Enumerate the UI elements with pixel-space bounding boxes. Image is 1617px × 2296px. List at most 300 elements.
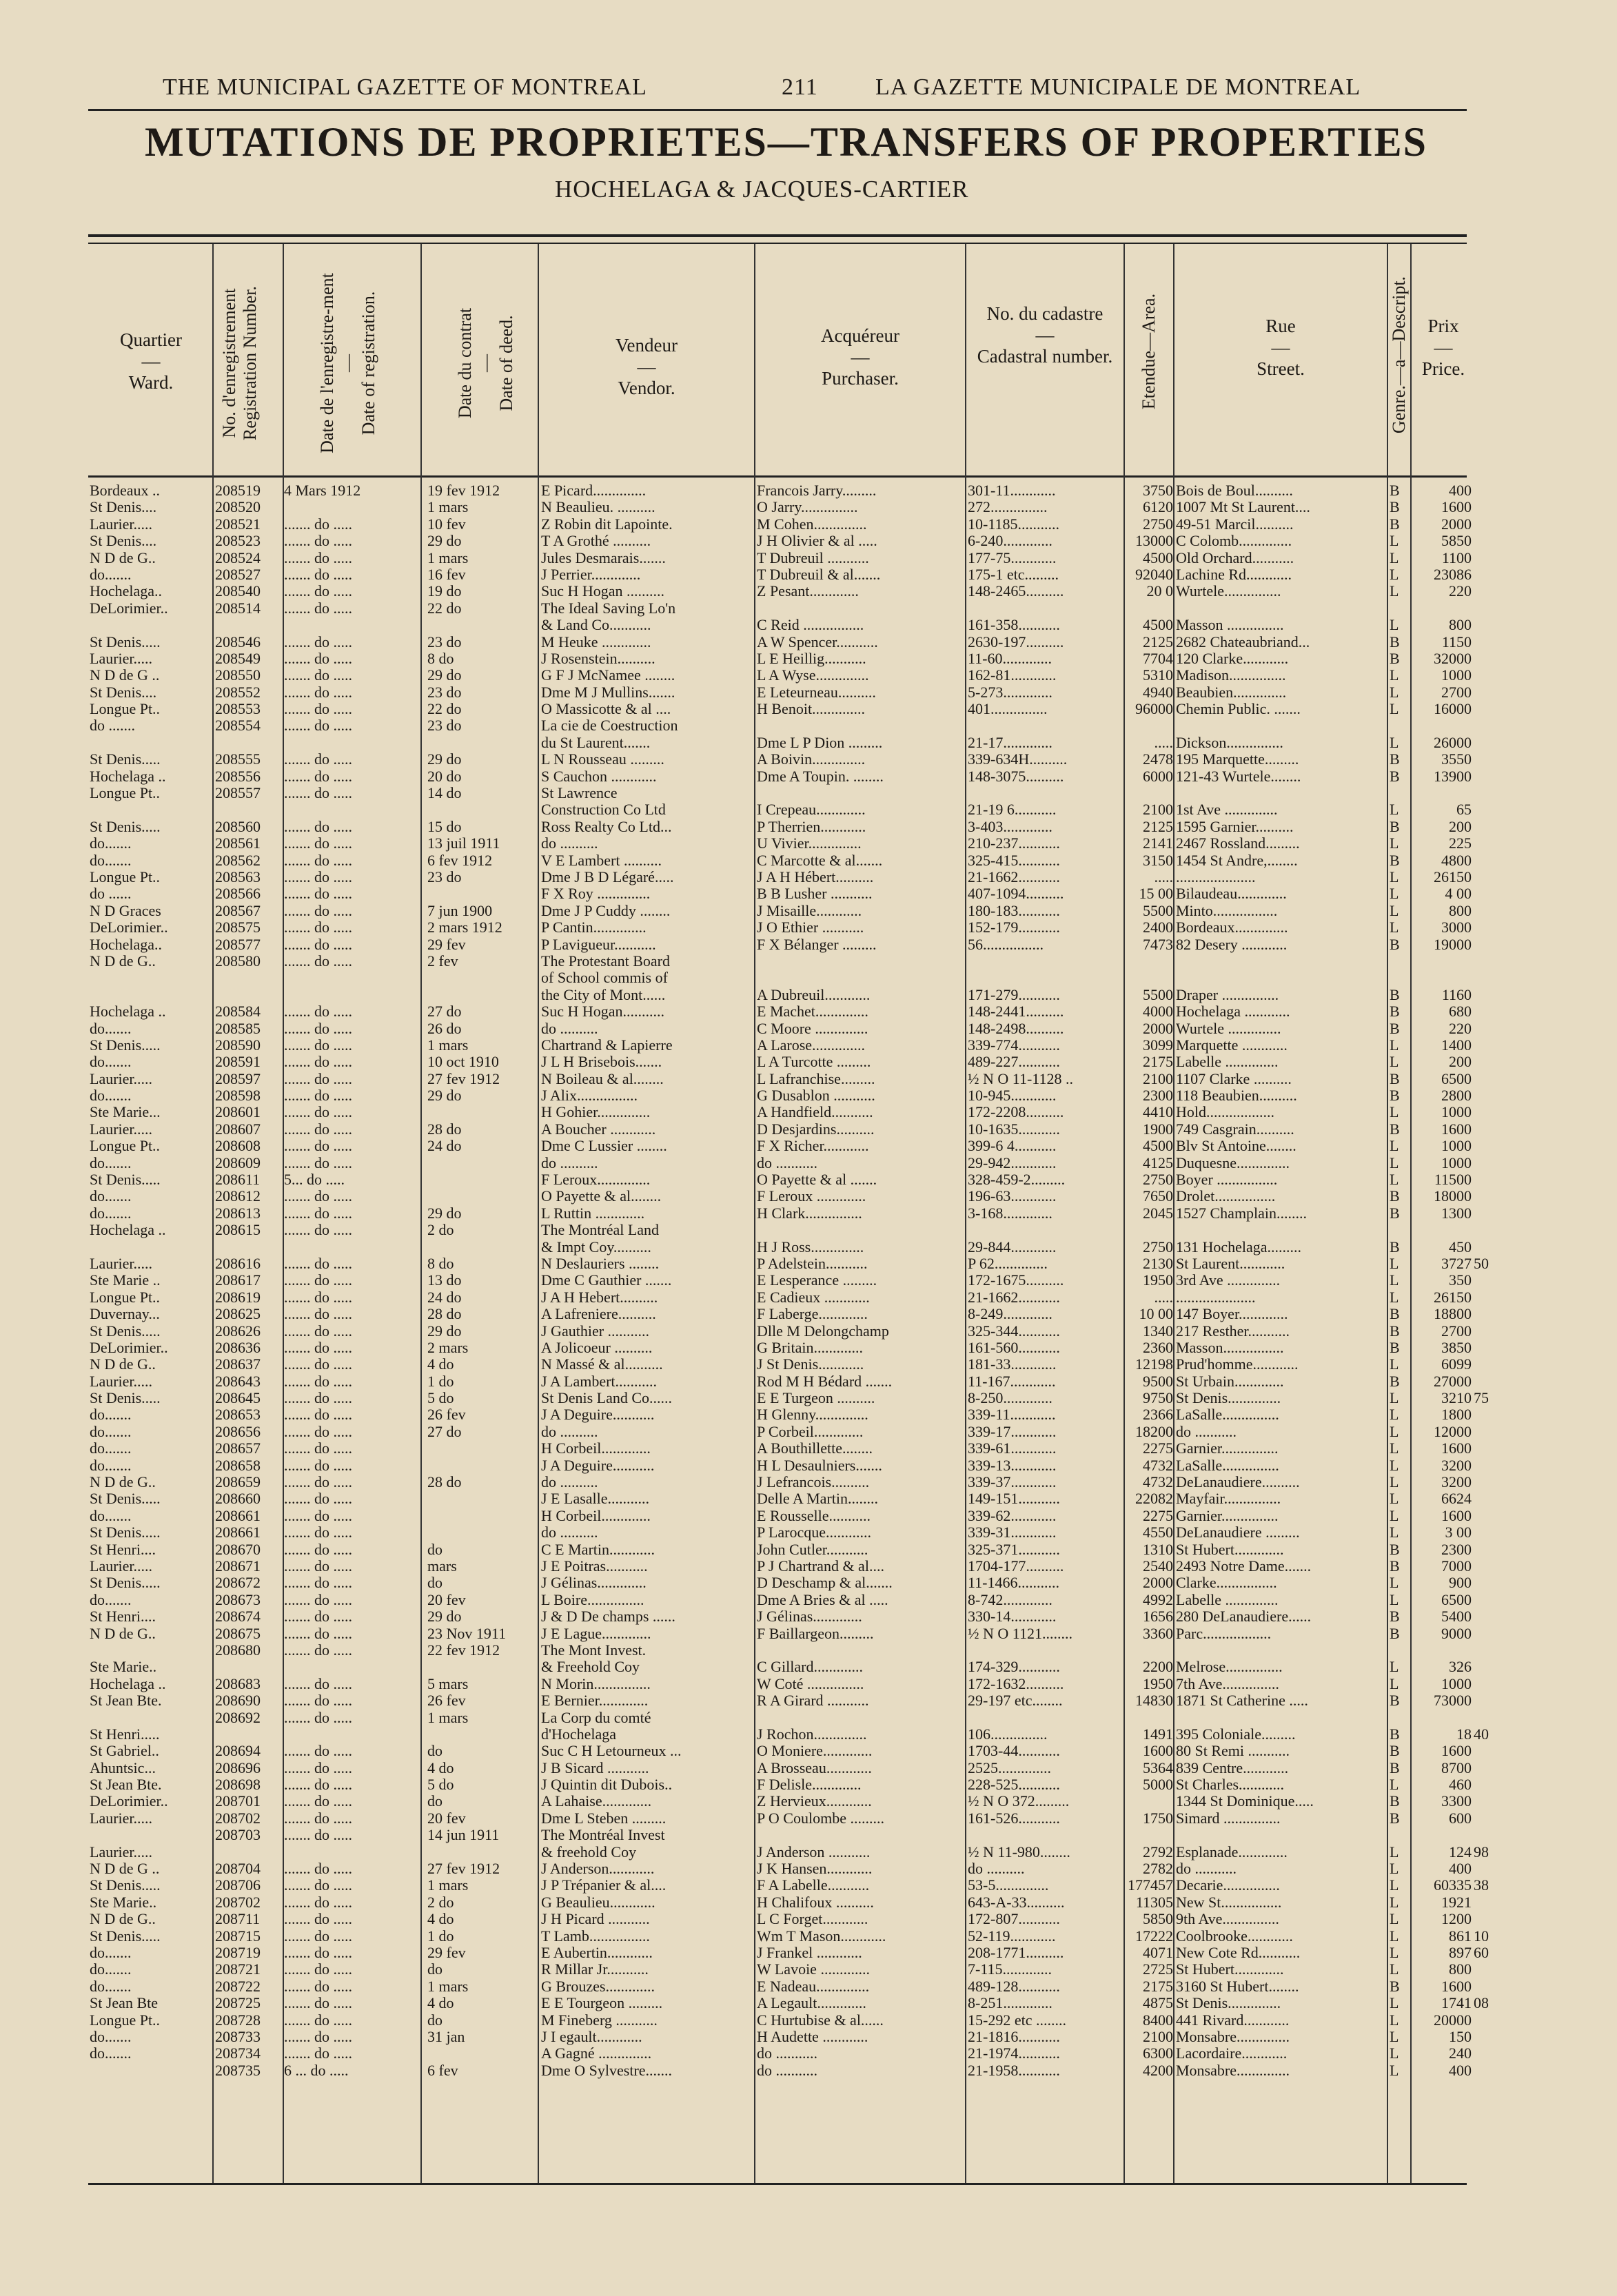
description-cell: L: [1390, 1995, 1399, 2012]
registration-number-cell: 208675: [215, 1625, 261, 1642]
description-cell: L: [1390, 902, 1399, 919]
cadastral-cell: 172-1632..........: [968, 1675, 1064, 1692]
registration-date-cell: ....... do .....: [284, 1810, 352, 1827]
cadastral-cell: 53-5..............: [968, 1877, 1049, 1894]
purchaser-cell: J A H Hébert..........: [757, 868, 874, 885]
registration-number-cell: 208719: [215, 1944, 261, 1961]
purchaser-cell: H L Desaulniers.......: [757, 1457, 882, 1474]
price-cell: 20000: [1434, 2011, 1472, 2029]
price-cell: 19000: [1434, 936, 1472, 953]
price-cents-cell: 40: [1474, 1725, 1489, 1743]
table-row: [0, 1575, 1617, 1591]
ward-cell: St Denis.....: [90, 633, 161, 650]
area-cell: 2130: [1143, 1255, 1173, 1272]
purchaser-cell: Dme L P Dion .........: [757, 734, 883, 751]
purchaser-cell: A Legault.............: [757, 1995, 866, 2012]
registration-number-cell: 208514: [215, 599, 261, 617]
ward-cell: do.......: [90, 566, 132, 583]
purchaser-cell: F A Labelle...........: [757, 1877, 870, 1894]
area-cell: 2478: [1143, 751, 1173, 768]
ward-cell: do.......: [90, 1154, 132, 1171]
description-cell: B: [1390, 852, 1400, 869]
ward-cell: St Denis....: [90, 533, 157, 550]
description-cell: L: [1390, 1961, 1399, 1978]
deed-date-cell: 7 jun 1900: [427, 902, 493, 919]
area-cell: 5364: [1143, 1759, 1173, 1776]
ward-cell: do.......: [90, 1423, 132, 1440]
deed-date-cell: 23 do: [427, 633, 462, 650]
vendor-cell: Suc C H Letourneux ...: [541, 1743, 682, 1760]
registration-number-cell: 208657: [215, 1440, 261, 1457]
price-cell: 220: [1449, 1020, 1472, 1037]
street-cell: 1107 Clarke ..........: [1176, 1070, 1292, 1087]
description-cell: L: [1390, 583, 1399, 600]
registration-number-cell: 208617: [215, 1272, 261, 1289]
description-cell: B: [1390, 1793, 1400, 1810]
price-cell: 12000: [1434, 1423, 1472, 1440]
registration-number-cell: 208702: [215, 1894, 261, 1911]
registration-number-cell: 208690: [215, 1692, 261, 1710]
purchaser-cell: L C Forget............: [757, 1911, 868, 1928]
registration-date-cell: 6 ... do .....: [284, 2062, 349, 2079]
price-cell: 680: [1449, 1003, 1472, 1021]
street-cell: 49-51 Marcil..........: [1176, 515, 1294, 533]
area-cell: .....: [1154, 868, 1173, 885]
description-cell: L: [1390, 1507, 1399, 1524]
table-row: [0, 550, 1617, 566]
deed-date-cell: 20 do: [427, 768, 462, 785]
table-row: [0, 1406, 1617, 1423]
vendor-cell: J E Poitras...........: [541, 1558, 648, 1575]
vendor-cell: La cie de Coestruction: [541, 717, 678, 735]
street-cell: 2467 Rossland.........: [1176, 835, 1300, 852]
registration-date-cell: ....... do .....: [284, 1861, 352, 1878]
registration-date-cell: ....... do .....: [284, 1054, 352, 1071]
price-cell: 897: [1449, 1944, 1472, 1961]
description-cell: L: [1390, 566, 1399, 583]
table-row: [0, 499, 1617, 515]
cadastral-cell: 489-128...........: [968, 1978, 1060, 1995]
purchaser-cell: F Delisle.............: [757, 1776, 862, 1794]
purchaser-cell: I Crepeau.............: [757, 801, 866, 819]
registration-date-cell: ....... do .....: [284, 2045, 352, 2062]
purchaser-cell: P J Chartrand & al....: [757, 1558, 884, 1575]
cadastral-cell: 339-62............: [968, 1507, 1057, 1524]
purchaser-cell: F X Richer............: [757, 1138, 869, 1155]
deed-date-cell: 22 fev 1912: [427, 1641, 500, 1659]
registration-date-cell: ....... do .....: [284, 1575, 352, 1592]
registration-date-cell: ....... do .....: [284, 919, 352, 936]
description-cell: L: [1390, 919, 1399, 936]
deed-date-cell: 26 fev: [427, 1692, 466, 1710]
purchaser-cell: T Dubreuil & al.......: [757, 566, 881, 583]
table-row: [0, 1474, 1617, 1490]
purchaser-cell: W Coté ...............: [757, 1675, 864, 1692]
ward-cell: do.......: [90, 1507, 132, 1524]
registration-date-cell: ....... do .....: [284, 549, 352, 566]
purchaser-cell: H Clark...............: [757, 1205, 862, 1222]
registration-date-cell: ....... do .....: [284, 1776, 352, 1794]
cadastral-cell: 325-415...........: [968, 852, 1060, 869]
cadastral-cell: 161-526...........: [968, 1810, 1060, 1827]
area-cell: 4500: [1143, 617, 1173, 634]
description-cell: B: [1390, 499, 1400, 516]
table-row: [0, 2045, 1617, 2062]
description-cell: B: [1390, 986, 1400, 1003]
price-cents-cell: 10: [1474, 1927, 1489, 1945]
registration-number-cell: 208659: [215, 1474, 261, 1491]
registration-date-cell: ....... do .....: [284, 1641, 352, 1659]
street-cell: Chemin Public. .......: [1176, 701, 1301, 718]
purchaser-cell: C Hurtubise & al......: [757, 2011, 884, 2029]
registration-number-cell: 208671: [215, 1558, 261, 1575]
cadastral-cell: 2630-197..........: [968, 633, 1064, 650]
description-cell: B: [1390, 1978, 1400, 1995]
ward-cell: St Gabriel..: [90, 1743, 159, 1760]
ward-cell: St Denis.....: [90, 1524, 161, 1541]
transfers-table-body: [0, 482, 1617, 2079]
deed-date-cell: 28 do: [427, 1474, 462, 1491]
cadastral-cell: 21-1958...........: [968, 2062, 1060, 2079]
table-row: [0, 987, 1617, 1003]
ward-cell: Longue Pt..: [90, 701, 161, 718]
description-cell: L: [1390, 1054, 1399, 1071]
area-cell: 11305: [1135, 1894, 1173, 1911]
vendor-cell: J Anderson............: [541, 1861, 655, 1878]
registration-number-cell: 208580: [215, 952, 261, 970]
vendor-cell: A Lafreniere..........: [541, 1306, 656, 1323]
registration-date-cell: ....... do .....: [284, 1507, 352, 1524]
price-cell: 1200: [1441, 1911, 1472, 1928]
purchaser-cell: O Payette & al .......: [757, 1171, 877, 1189]
ward-cell: do.......: [90, 1406, 132, 1424]
cadastral-cell: 172-1675..........: [968, 1272, 1064, 1289]
registration-date-cell: ....... do .....: [284, 1154, 352, 1171]
price-cell: 800: [1449, 902, 1472, 919]
purchaser-cell: E Lesperance .........: [757, 1272, 877, 1289]
registration-date-cell: ....... do .....: [284, 1558, 352, 1575]
table-row: [0, 1138, 1617, 1154]
description-cell: L: [1390, 1138, 1399, 1155]
description-cell: L: [1390, 1255, 1399, 1272]
price-cents-cell: 08: [1474, 1995, 1489, 2012]
street-cell: Bois de Boul..........: [1176, 482, 1293, 499]
registration-number-cell: 208625: [215, 1306, 261, 1323]
ward-cell: DeLorimier..: [90, 919, 168, 936]
deed-date-cell: 1 do: [427, 1373, 454, 1390]
description-cell: B: [1390, 1087, 1400, 1105]
registration-number-cell: 208591: [215, 1054, 261, 1071]
description-cell: B: [1390, 1759, 1400, 1776]
registration-date-cell: ....... do .....: [284, 1222, 352, 1239]
ward-cell: Longue Pt..: [90, 2011, 161, 2029]
table-row: [0, 566, 1617, 583]
area-cell: 10 00: [1139, 1306, 1173, 1323]
purchaser-cell: J H Olivier & al .....: [757, 533, 877, 550]
registration-number-cell: 208704: [215, 1861, 261, 1878]
cadastral-cell: 172-807...........: [968, 1911, 1060, 1928]
registration-date-cell: ....... do .....: [284, 1927, 352, 1945]
description-cell: L: [1390, 1911, 1399, 1928]
purchaser-cell: L A Wyse..............: [757, 667, 869, 684]
registration-date-cell: ....... do .....: [284, 1423, 352, 1440]
price-cell: 200: [1449, 1054, 1472, 1071]
registration-date-cell: ....... do .....: [284, 768, 352, 785]
price-cell: 26150: [1434, 1289, 1472, 1306]
vendor-cell: N Massé & al..........: [541, 1356, 663, 1373]
street-cell: 82 Desery ............: [1176, 936, 1288, 953]
description-cell: B: [1390, 1373, 1400, 1390]
vendor-cell: H Corbeil.............: [541, 1507, 651, 1524]
registration-date-cell: ....... do .....: [284, 1188, 352, 1205]
description-cell: B: [1390, 1070, 1400, 1087]
table-row: [0, 516, 1617, 533]
street-cell: 7th Ave...............: [1176, 1675, 1279, 1692]
table-row: [0, 903, 1617, 919]
registration-number-cell: 208722: [215, 1978, 261, 1995]
description-cell: L: [1390, 533, 1399, 550]
table-row: [0, 1071, 1617, 1087]
description-cell: L: [1390, 2062, 1399, 2079]
registration-number-cell: 208673: [215, 1591, 261, 1608]
ward-cell: Laurier.....: [90, 650, 153, 667]
registration-number-cell: 208556: [215, 768, 261, 785]
price-cell: 11500: [1434, 1171, 1472, 1189]
purchaser-cell: M Cohen..............: [757, 515, 867, 533]
registration-date-cell: ....... do .....: [284, 835, 352, 852]
price-cell: 2300: [1441, 1541, 1472, 1558]
registration-date-cell: ....... do .....: [284, 1827, 352, 1844]
registration-number-cell: 208611: [215, 1171, 261, 1189]
registration-number-cell: 208554: [215, 717, 261, 735]
price-cell: 23086: [1434, 566, 1472, 583]
street-cell: 1344 St Dominique.....: [1176, 1793, 1314, 1810]
price-cents-cell: 75: [1474, 1390, 1489, 1407]
cadastral-cell: 330-14............: [968, 1608, 1057, 1626]
purchaser-cell: J Anderson ...........: [757, 1843, 871, 1861]
description-cell: B: [1390, 1625, 1400, 1642]
cadastral-cell: 177-75............: [968, 549, 1057, 566]
deed-date-cell: 28 do: [427, 1306, 462, 1323]
cadastral-cell: 29-197 etc........: [968, 1692, 1063, 1710]
table-row: [0, 1037, 1617, 1054]
description-cell: L: [1390, 1490, 1399, 1508]
deed-date-cell: 1 mars: [427, 1877, 469, 1894]
cadastral-cell: 175-1 etc.........: [968, 566, 1059, 583]
price-cell: 3200: [1441, 1474, 1472, 1491]
deed-date-cell: do: [427, 1541, 443, 1558]
cadastral-cell: 6-240.............: [968, 533, 1052, 550]
table-row: [0, 2029, 1617, 2045]
deed-date-cell: 23 do: [427, 684, 462, 701]
street-cell: Simard ...............: [1176, 1810, 1281, 1827]
ward-cell: Ahuntsic...: [90, 1759, 156, 1776]
purchaser-cell: F Leroux .............: [757, 1188, 866, 1205]
ward-cell: St Jean Bte: [90, 1995, 158, 2012]
registration-number-cell: 208550: [215, 667, 261, 684]
purchaser-cell: Dlle M Delongchamp: [757, 1322, 889, 1340]
purchaser-cell: A Boivin..............: [757, 751, 866, 768]
registration-date-cell: 4 Mars 1912: [284, 482, 361, 499]
description-cell: B: [1390, 1120, 1400, 1138]
purchaser-cell: L E Heillig...........: [757, 650, 866, 667]
deed-date-cell: 4 do: [427, 1356, 454, 1373]
street-cell: Melrose...............: [1176, 1659, 1283, 1676]
registration-number-cell: 208598: [215, 1087, 261, 1105]
area-cell: 17222: [1135, 1927, 1173, 1945]
registration-number-cell: 208643: [215, 1373, 261, 1390]
vendor-cell: J E Lague.............: [541, 1625, 651, 1642]
vendor-cell: Suc H Hogan...........: [541, 1003, 665, 1021]
table-row: [0, 1306, 1617, 1322]
registration-date-cell: ....... do .....: [284, 1743, 352, 1760]
street-cell: 395 Coloniale.........: [1176, 1725, 1296, 1743]
area-cell: 4200: [1143, 2062, 1173, 2079]
registration-date-cell: ....... do .....: [284, 1306, 352, 1323]
registration-number-cell: 208735: [215, 2062, 261, 2079]
price-cell: 1600: [1441, 1743, 1472, 1760]
vendor-cell: C E Martin............: [541, 1541, 655, 1558]
registration-date-cell: ....... do .....: [284, 1272, 352, 1289]
registration-number-cell: 208555: [215, 751, 261, 768]
registration-date-cell: ....... do .....: [284, 684, 352, 701]
table-row: [0, 684, 1617, 701]
street-cell: 1595 Garnier..........: [1176, 818, 1294, 835]
area-cell: 5850: [1143, 1911, 1173, 1928]
registration-number-cell: 208619: [215, 1289, 261, 1306]
purchaser-cell: H Benoit..............: [757, 701, 866, 718]
registration-number-cell: 208577: [215, 936, 261, 953]
vendor-cell: & freehold Coy: [541, 1843, 637, 1861]
deed-date-cell: 10 fev: [427, 515, 466, 533]
table-row: [0, 1171, 1617, 1188]
purchaser-cell: P Larocque............: [757, 1524, 871, 1541]
registration-date-cell: ....... do .....: [284, 1474, 352, 1491]
header-english-title: THE MUNICIPAL GAZETTE OF MONTREAL: [163, 74, 647, 100]
cadastral-cell: ½ N O 1121........: [968, 1625, 1072, 1642]
table-row: [0, 1877, 1617, 1894]
registration-date-cell: ....... do .....: [284, 1961, 352, 1978]
ward-cell: do.......: [90, 1020, 132, 1037]
description-cell: L: [1390, 734, 1399, 751]
description-cell: L: [1390, 1423, 1399, 1440]
vendor-cell: J H Picard ...........: [541, 1911, 650, 1928]
vendor-cell: The Protestant Board: [541, 952, 670, 970]
area-cell: 3360: [1143, 1625, 1173, 1642]
description-cell: L: [1390, 1575, 1399, 1592]
purchaser-cell: L Lafranchise.........: [757, 1070, 875, 1087]
area-cell: 1491: [1143, 1725, 1173, 1743]
deed-date-cell: 5 do: [427, 1390, 454, 1407]
cadastral-cell: 181-33............: [968, 1356, 1057, 1373]
area-cell: 2750: [1143, 1238, 1173, 1255]
registration-number-cell: 208683: [215, 1675, 261, 1692]
price-cell: 4800: [1441, 852, 1472, 869]
ward-cell: Laurier.....: [90, 1558, 153, 1575]
table-row: [0, 1424, 1617, 1440]
vendor-cell: T A Grothé ..........: [541, 533, 651, 550]
header-street: Rue — Street.: [1257, 316, 1305, 379]
table-row: [0, 1205, 1617, 1222]
ward-cell: Hochelaga ..: [90, 768, 166, 785]
ward-cell: Laurier.....: [90, 1070, 153, 1087]
area-cell: 2400: [1143, 919, 1173, 936]
street-cell: Esplanade.............: [1176, 1843, 1288, 1861]
registration-number-cell: 208656: [215, 1423, 261, 1440]
price-cell: 2700: [1441, 684, 1472, 701]
street-cell: 749 Casgrain..........: [1176, 1120, 1294, 1138]
description-cell: L: [1390, 1843, 1399, 1861]
registration-date-cell: ....... do .....: [284, 2028, 352, 2045]
table-row: [0, 1608, 1617, 1625]
vendor-cell: Dme M J Mullins.......: [541, 684, 675, 701]
registration-number-cell: 208658: [215, 1457, 261, 1474]
table-row: [0, 835, 1617, 852]
purchaser-cell: C Gillard.............: [757, 1659, 863, 1676]
price-cell: 73000: [1434, 1692, 1472, 1710]
purchaser-cell: J Lefrancois..........: [757, 1474, 870, 1491]
ward-cell: DeLorimier..: [90, 599, 168, 617]
ward-cell: Laurier.....: [90, 1373, 153, 1390]
ward-cell: Hochelaga ..: [90, 1003, 166, 1021]
purchaser-cell: H Chalifoux ..........: [757, 1894, 874, 1911]
deed-date-cell: do: [427, 1575, 443, 1592]
table-row: [0, 1390, 1617, 1406]
area-cell: 15 00: [1139, 885, 1173, 903]
purchaser-cell: B B Lusher ...........: [757, 885, 873, 903]
registration-date-cell: ....... do .....: [284, 885, 352, 903]
ward-cell: St Denis.....: [90, 1036, 161, 1054]
cadastral-cell: 1704-177..........: [968, 1558, 1064, 1575]
table-row: [0, 919, 1617, 936]
description-cell: B: [1390, 482, 1400, 499]
purchaser-cell: E Machet..............: [757, 1003, 868, 1021]
purchaser-cell: A Handfield...........: [757, 1104, 873, 1121]
registration-date-cell: ....... do .....: [284, 1390, 352, 1407]
deed-date-cell: 28 do: [427, 1120, 462, 1138]
ward-cell: do.......: [90, 835, 132, 852]
street-cell: Prud'homme............: [1176, 1356, 1299, 1373]
registration-date-cell: ....... do .....: [284, 1877, 352, 1894]
description-cell: L: [1390, 1390, 1399, 1407]
deed-date-cell: 29 do: [427, 751, 462, 768]
header-description: Genre.—a—Descript.: [1389, 276, 1409, 434]
description-cell: B: [1390, 1306, 1400, 1323]
registration-date-cell: ....... do .....: [284, 1591, 352, 1608]
deed-date-cell: 6 fev 1912: [427, 852, 493, 869]
deed-date-cell: 22 do: [427, 599, 462, 617]
area-cell: 6300: [1143, 2045, 1173, 2062]
street-cell: 441 Rivard............: [1176, 2011, 1290, 2029]
purchaser-cell: Z Pesant.............: [757, 583, 859, 600]
purchaser-cell: do ...........: [757, 2062, 817, 2079]
street-cell: Coolbrooke............: [1176, 1927, 1293, 1945]
vendor-cell: & Freehold Coy: [541, 1659, 640, 1676]
registration-date-cell: ....... do .....: [284, 1490, 352, 1508]
registration-number-cell: 208523: [215, 533, 261, 550]
area-cell: 2045: [1143, 1205, 1173, 1222]
deed-date-cell: 31 jan: [427, 2028, 465, 2045]
ward-cell: Ste Marie ..: [90, 1272, 161, 1289]
deed-date-cell: 23 do: [427, 868, 462, 885]
area-cell: 2300: [1143, 1087, 1173, 1105]
description-cell: L: [1390, 2045, 1399, 2062]
street-cell: 9th Ave...............: [1176, 1911, 1279, 1928]
table-row: [0, 1373, 1617, 1390]
ward-cell: N D de G..: [90, 549, 156, 566]
street-cell: St Charles............: [1176, 1776, 1285, 1794]
purchaser-cell: J K Hansen............: [757, 1861, 873, 1878]
